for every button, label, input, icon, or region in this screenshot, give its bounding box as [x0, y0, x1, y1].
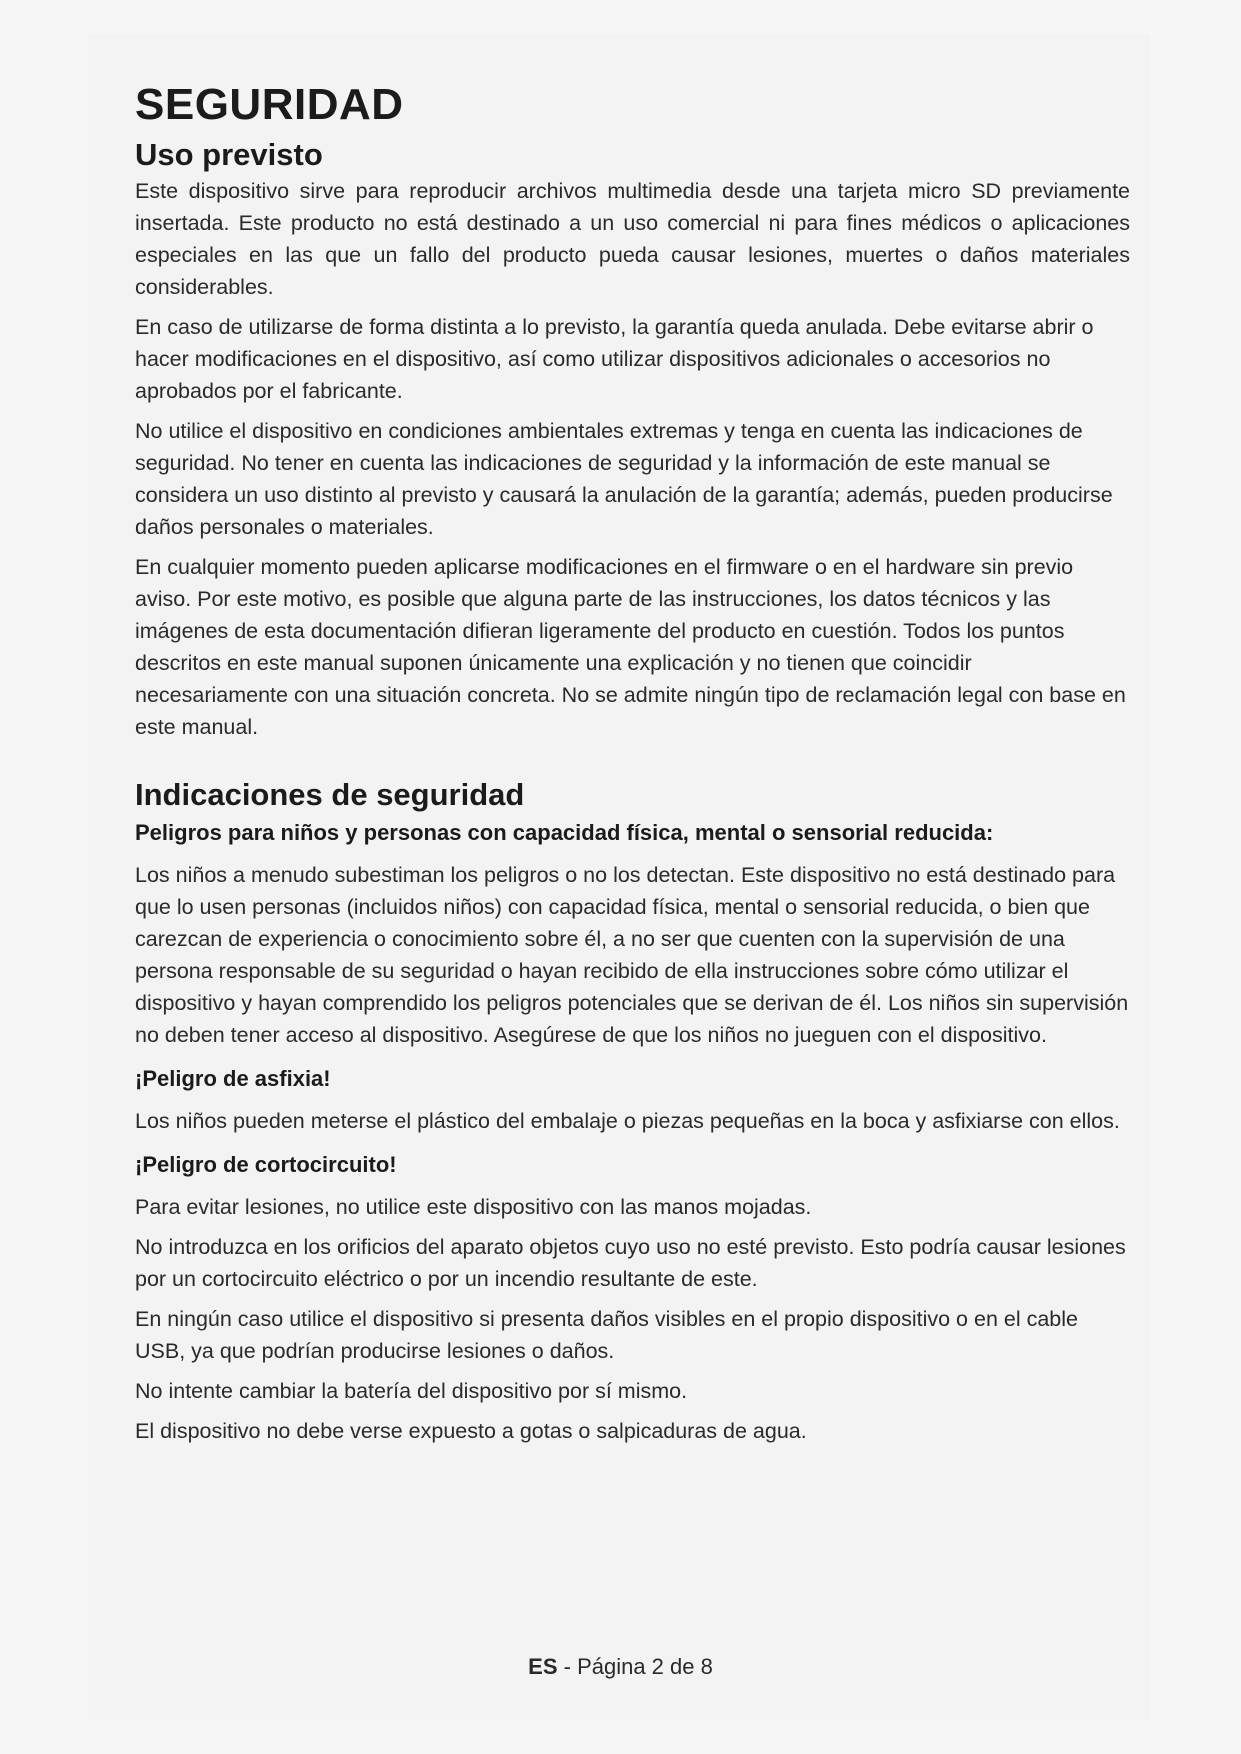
short-circuit-paragraph-4: No intente cambiar la batería del dispositivo por sí mismo. [135, 1379, 688, 1403]
section-heading-intended-use: Uso previsto [135, 137, 323, 172]
subheading-children-hazards: Peligros para niños y personas con capacidad física, mental o sensorial reducida: [135, 820, 994, 845]
short-circuit-paragraph-1: Para evitar lesiones, no utilice este dispositivo con las manos mojadas. [135, 1195, 812, 1219]
subheading-short-circuit: ¡Peligro de cortocircuito! [135, 1152, 397, 1177]
intended-use-paragraph-2: En caso de utilizarse de forma distinta a lo previsto, la garantía queda anulada. Debe evitarse abrir o hacer modificaciones en el dispositivo, así como utilizar dispositivos adicionales o accesorios no aprobados por el fabricante. [135, 315, 1094, 403]
footer-page-number: - Página 2 de 8 [563, 1654, 713, 1679]
short-circuit-paragraph-5: El dispositivo no debe verse expuesto a gotas o salpicaduras de agua. [135, 1419, 807, 1443]
short-circuit-paragraph-3: En ningún caso utilice el dispositivo si presenta daños visibles en el propio dispositivo o en el cable USB, ya que podrían producirse lesiones o daños. [135, 1307, 1078, 1363]
section-heading-safety: Indicaciones de seguridad [135, 777, 525, 812]
short-circuit-paragraph-2: No introduzca en los orificios del aparato objetos cuyo uso no esté previsto. Esto podría causar lesiones por un cortocircuito eléctrico o por un incendio resultante de este. [135, 1235, 1126, 1291]
subheading-asphyxia: ¡Peligro de asfixia! [135, 1066, 331, 1091]
asphyxia-paragraph: Los niños pueden meterse el plástico del embalaje o piezas pequeñas en la boca y asfixiarse con ellos. [135, 1109, 1120, 1133]
intended-use-paragraph-3: No utilice el dispositivo en condiciones ambientales extremas y tenga en cuenta las indicaciones de seguridad. No tener en cuenta las indicaciones de seguridad y la información de este manual se considera un uso distinto al previsto y causará la anulación de la garantía; además, pueden producirse daños personales o materiales. [135, 419, 1113, 539]
children-hazards-paragraph: Los niños a menudo subestiman los peligros o no los detectan. Este dispositivo no está destinado para que lo usen personas (incluidos niños) con capacidad física, mental o sensorial reducida, o bien que carezcan de experiencia o conocimiento sobre él, a no ser que cuenten con la supervisión de una persona responsable de su seguridad o hayan recibido de ella instrucciones sobre cómo utilizar el dispositivo y hayan comprendido los peligros potenciales que se derivan de él. Los niños sin supervisión no deben tener acceso al dispositivo. Asegúrese de que los niños no jueguen con el dispositivo. [135, 863, 1129, 1047]
footer-language: ES [528, 1654, 558, 1679]
page-title: SEGURIDAD [135, 80, 404, 129]
page-footer [0, 1652, 1241, 1682]
intended-use-paragraph-1: Este dispositivo sirve para reproducir archivos multimedia desde una tarjeta micro SD previamente insertada. Este producto no está destinado a un uso comercial ni para fines médicos o aplicaciones especiales en las que un fallo del producto pueda causar lesiones, muertes o daños materiales considerables. [135, 179, 1130, 299]
intended-use-paragraph-4: En cualquier momento pueden aplicarse modificaciones en el firmware o en el hardware sin previo aviso. Por este motivo, es posible que alguna parte de las instrucciones, los datos técnicos y las imágenes de esta documentación difieran ligeramente del producto en cuestión. Todos los puntos descritos en este manual suponen únicamente una explicación y no tienen que coincidir necesariamente con una situación concreta. No se admite ningún tipo de reclamación legal con base en este manual. [135, 555, 1126, 739]
page-content [135, 75, 1130, 1447]
